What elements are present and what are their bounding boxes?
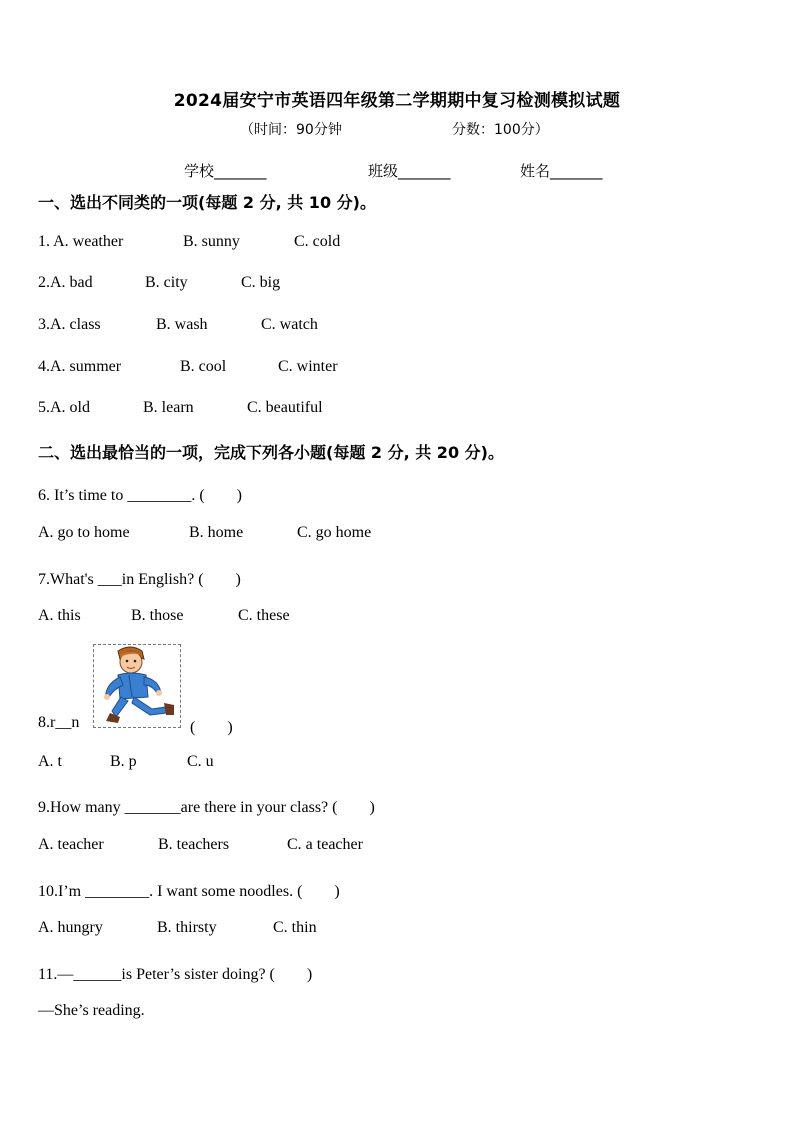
q1-option-a: 1. A. weather	[38, 233, 124, 250]
running-boy-image	[93, 644, 181, 728]
q4-option-a: 4.A. summer	[38, 358, 122, 375]
name-field: 姓名_______	[520, 162, 603, 180]
question-6-stem: 6. It’s time to ________. ( )	[38, 487, 242, 504]
question-10-options	[38, 919, 317, 937]
q10-option-b: B. thirsty	[157, 919, 217, 936]
question-8-stem: 8.r__n	[38, 714, 80, 731]
q3-option-c: C. watch	[261, 316, 318, 333]
section2-heading: 二、选出最恰当的一项，完成下列各小题(每题 2 分, 共 20 分)。	[38, 443, 504, 462]
question-9-options	[38, 836, 363, 854]
question-3	[38, 316, 318, 334]
q9-option-a: A. teacher	[38, 836, 104, 853]
question-6-options	[38, 524, 372, 542]
question-2	[38, 274, 281, 292]
q7-option-c: C. these	[238, 607, 290, 624]
q10-option-a: A. hungry	[38, 919, 103, 936]
q1-option-c: C. cold	[294, 233, 341, 250]
q2-option-a: 2.A. bad	[38, 274, 93, 291]
school-field: 学校_______	[184, 162, 267, 180]
q7-option-a: A. this	[38, 607, 81, 624]
q6-option-b: B. home	[189, 524, 244, 541]
question-7-options	[38, 607, 290, 625]
q1-option-b: B. sunny	[183, 233, 240, 250]
q4-option-b: B. cool	[180, 358, 227, 375]
q9-option-b: B. teachers	[158, 836, 230, 853]
question-1	[38, 233, 341, 251]
q6-option-c: C. go home	[297, 524, 372, 541]
q8-option-a: A. t	[38, 753, 62, 770]
question-11-stem: 11.—______is Peter’s sister doing? ( )	[38, 966, 313, 983]
page-title: 2024届安宁市英语四年级第二学期期中复习检测模拟试题	[173, 91, 621, 111]
exam-score: 分数：100分）	[452, 122, 549, 138]
question-8-paren: ( )	[190, 719, 233, 736]
q3-option-b: B. wash	[156, 316, 208, 333]
q8-option-c: C. u	[187, 753, 214, 770]
q5-option-c: C. beautiful	[247, 399, 323, 416]
exam-time: （时间：90分钟	[240, 122, 342, 138]
question-9-stem: 9.How many _______are there in your class? ( )	[38, 799, 375, 816]
q5-option-a: 5.A. old	[38, 399, 90, 416]
running-boy-icon	[94, 645, 180, 727]
q4-option-c: C. winter	[278, 358, 338, 375]
class-field: 班级_______	[368, 162, 451, 180]
question-7-stem: 7.What's ___in English? ( )	[38, 571, 241, 588]
question-8-options	[38, 753, 214, 771]
q9-option-c: C. a teacher	[287, 836, 363, 853]
question-10-stem: 10.I’m ________. I want some noodles. ( )	[38, 883, 340, 900]
q3-option-a: 3.A. class	[38, 316, 101, 333]
question-5	[38, 399, 323, 417]
q7-option-b: B. those	[131, 607, 184, 624]
q6-option-a: A. go to home	[38, 524, 130, 541]
question-4	[38, 358, 338, 376]
section1-heading: 一、选出不同类的一项(每题 2 分, 共 10 分)。	[38, 193, 376, 212]
q10-option-c: C. thin	[273, 919, 317, 936]
q2-option-b: B. city	[145, 274, 188, 291]
question-11-answer: —She’s reading.	[38, 1002, 145, 1019]
q8-option-b: B. p	[110, 753, 137, 770]
q5-option-b: B. learn	[143, 399, 194, 416]
q2-option-c: C. big	[241, 274, 281, 291]
